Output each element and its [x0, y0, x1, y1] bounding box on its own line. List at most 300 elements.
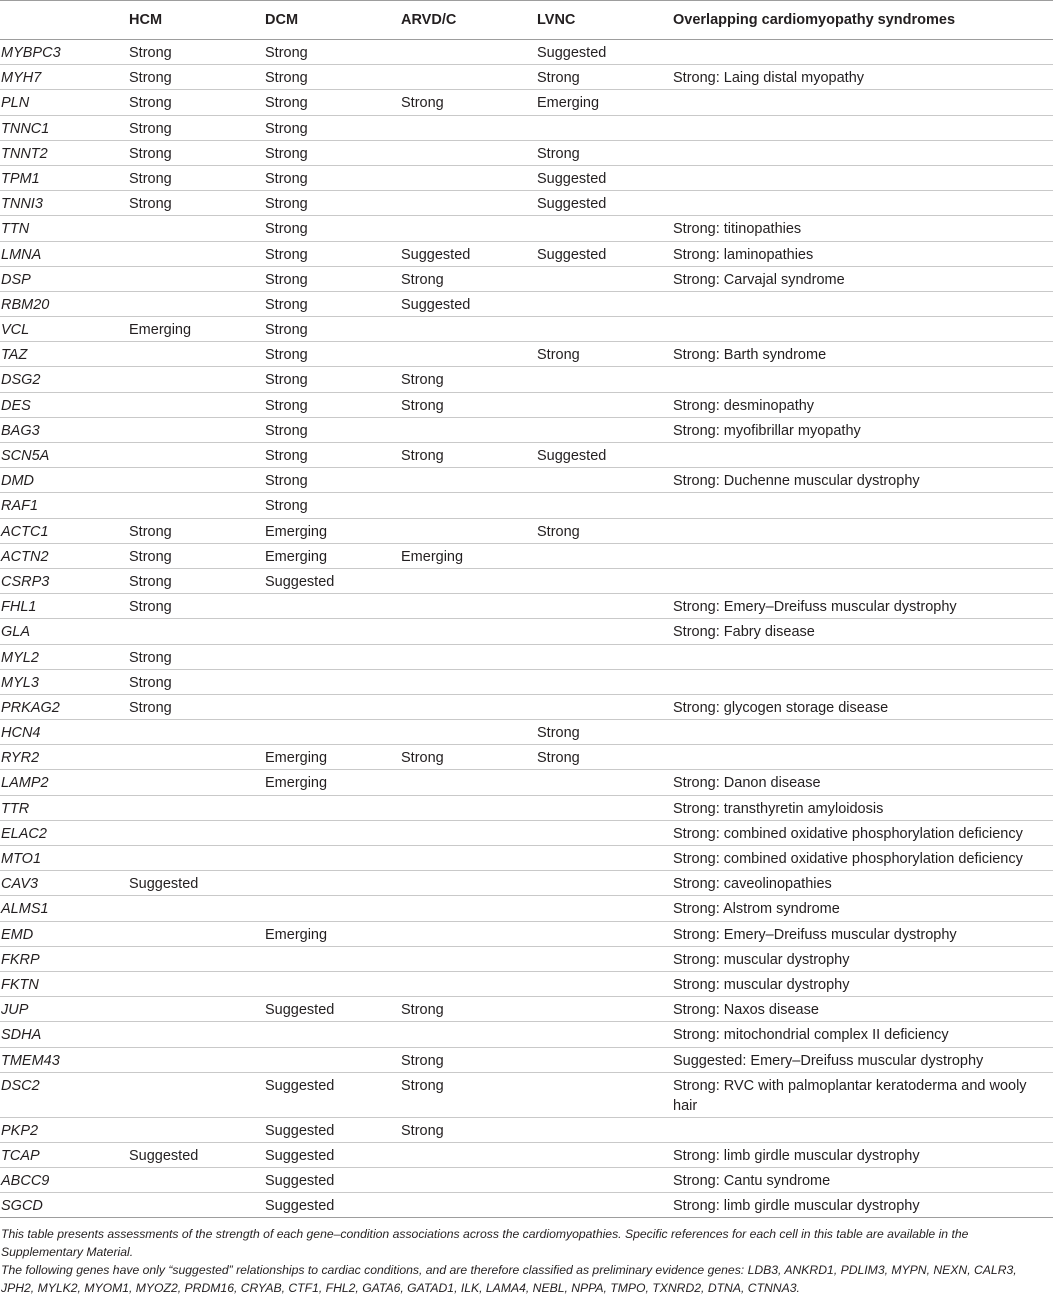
cell-hcm: Strong: [128, 594, 264, 619]
cell-overlapping: Strong: glycogen storage disease: [672, 694, 1053, 719]
cell-overlapping: [672, 493, 1053, 518]
table-row: [0, 165, 1053, 190]
cell-dcm: Suggested: [264, 1193, 400, 1218]
cell-arvdc: [400, 694, 536, 719]
cell-gene: LAMP2: [0, 770, 128, 795]
table-row: [0, 140, 1053, 165]
cell-dcm: Suggested: [264, 1168, 400, 1193]
cell-overlapping: Strong: Duchenne muscular dystrophy: [672, 468, 1053, 493]
cell-overlapping: [672, 745, 1053, 770]
cell-arvdc: [400, 896, 536, 921]
cell-arvdc: Strong: [400, 443, 536, 468]
cell-lvnc: Suggested: [536, 191, 672, 216]
cell-arvdc: [400, 871, 536, 896]
cell-gene: DES: [0, 392, 128, 417]
cell-lvnc: Strong: [536, 720, 672, 745]
cell-hcm: Strong: [128, 65, 264, 90]
cell-lvnc: [536, 543, 672, 568]
cell-arvdc: [400, 971, 536, 996]
cell-hcm: [128, 216, 264, 241]
cell-gene: GLA: [0, 619, 128, 644]
cell-arvdc: [400, 493, 536, 518]
cell-gene: HCN4: [0, 720, 128, 745]
cell-overlapping: Strong: transthyretin amyloidosis: [672, 795, 1053, 820]
cell-dcm: Emerging: [264, 543, 400, 568]
cell-arvdc: Strong: [400, 90, 536, 115]
cell-hcm: [128, 443, 264, 468]
cell-lvnc: [536, 644, 672, 669]
cell-dcm: Strong: [264, 90, 400, 115]
cell-lvnc: [536, 317, 672, 342]
cell-overlapping: [672, 568, 1053, 593]
cell-lvnc: [536, 770, 672, 795]
cell-overlapping: [672, 140, 1053, 165]
cell-dcm: Emerging: [264, 921, 400, 946]
cell-hcm: [128, 1117, 264, 1142]
cell-arvdc: [400, 770, 536, 795]
cell-lvnc: [536, 921, 672, 946]
header-lvnc: LVNC: [536, 1, 672, 40]
cell-lvnc: [536, 946, 672, 971]
cell-arvdc: Strong: [400, 1072, 536, 1117]
cell-dcm: [264, 1047, 400, 1072]
cell-lvnc: [536, 971, 672, 996]
table-row: [0, 846, 1053, 871]
table-row: [0, 191, 1053, 216]
table-row: [0, 543, 1053, 568]
cell-arvdc: [400, 669, 536, 694]
cell-lvnc: [536, 468, 672, 493]
cell-arvdc: [400, 568, 536, 593]
cell-hcm: [128, 1168, 264, 1193]
table-row: [0, 1142, 1053, 1167]
cell-lvnc: Strong: [536, 140, 672, 165]
cell-gene: FKTN: [0, 971, 128, 996]
cell-gene: ABCC9: [0, 1168, 128, 1193]
table-row: [0, 392, 1053, 417]
cell-arvdc: Strong: [400, 1047, 536, 1072]
cell-arvdc: [400, 921, 536, 946]
cell-dcm: Strong: [264, 493, 400, 518]
cell-overlapping: Strong: Alstrom syndrome: [672, 896, 1053, 921]
cell-dcm: Strong: [264, 191, 400, 216]
cell-overlapping: [672, 165, 1053, 190]
cell-dcm: Strong: [264, 165, 400, 190]
cell-hcm: Strong: [128, 568, 264, 593]
cell-dcm: [264, 720, 400, 745]
cell-hcm: [128, 266, 264, 291]
cell-arvdc: [400, 417, 536, 442]
table-notes: [0, 1218, 1053, 1297]
cell-hcm: [128, 493, 264, 518]
table-row: [0, 417, 1053, 442]
table-row: [0, 90, 1053, 115]
cell-hcm: [128, 342, 264, 367]
cell-dcm: Strong: [264, 392, 400, 417]
cell-overlapping: Strong: RVC with palmoplantar keratoderma and wooly hair: [672, 1072, 1053, 1117]
cell-lvnc: [536, 1142, 672, 1167]
cell-hcm: [128, 291, 264, 316]
cell-lvnc: [536, 795, 672, 820]
cell-dcm: Suggested: [264, 997, 400, 1022]
cell-hcm: Strong: [128, 140, 264, 165]
cell-overlapping: [672, 518, 1053, 543]
table-row: [0, 745, 1053, 770]
table-row: [0, 1168, 1053, 1193]
cell-hcm: [128, 241, 264, 266]
cell-gene: TTN: [0, 216, 128, 241]
cell-arvdc: [400, 619, 536, 644]
cell-gene: VCL: [0, 317, 128, 342]
cell-overlapping: Strong: desminopathy: [672, 392, 1053, 417]
cell-lvnc: Emerging: [536, 90, 672, 115]
cell-lvnc: [536, 896, 672, 921]
cell-hcm: [128, 1072, 264, 1117]
cell-gene: FHL1: [0, 594, 128, 619]
table-row: [0, 1047, 1053, 1072]
cell-arvdc: [400, 65, 536, 90]
cell-lvnc: [536, 594, 672, 619]
cell-hcm: [128, 1047, 264, 1072]
cell-lvnc: [536, 1168, 672, 1193]
cell-overlapping: Strong: mitochondrial complex II deficiency: [672, 1022, 1053, 1047]
cell-overlapping: Strong: Emery–Dreifuss muscular dystrophy: [672, 594, 1053, 619]
cell-dcm: Strong: [264, 443, 400, 468]
cell-dcm: Strong: [264, 317, 400, 342]
table-row: [0, 720, 1053, 745]
cell-lvnc: [536, 291, 672, 316]
cell-gene: DMD: [0, 468, 128, 493]
cell-overlapping: [672, 1117, 1053, 1142]
cell-hcm: Suggested: [128, 1142, 264, 1167]
cell-hcm: [128, 619, 264, 644]
cell-lvnc: [536, 266, 672, 291]
cell-overlapping: Strong: limb girdle muscular dystrophy: [672, 1193, 1053, 1218]
cell-hcm: [128, 997, 264, 1022]
cell-gene: SCN5A: [0, 443, 128, 468]
table-note-1: This table presents assessments of the strength of each gene–condition associations across the cardiomyopathies. Specific references for each cell in this table are available in the Supplementary Material.: [1, 1227, 969, 1260]
table-row: [0, 820, 1053, 845]
cell-hcm: [128, 720, 264, 745]
table-note-2: The following genes have only “suggested” relationships to cardiac conditions, and are therefore classified as preliminary evidence genes: LDB3, ANKRD1, PDLIM3, MYPN, NEXN, CALR3, JPH2, MYLK2, MYOM1, MYOZ2, PRDM16, CRYAB, CTF1, FHL2, GATA6, GATAD1, ILK, LAMA4, NEBL, NPPA, TMPO, TXNRD2, DTNA, CTNNA3.: [1, 1263, 1017, 1296]
cell-dcm: Strong: [264, 40, 400, 65]
cell-hcm: Strong: [128, 40, 264, 65]
cell-dcm: Strong: [264, 266, 400, 291]
cell-hcm: [128, 946, 264, 971]
cell-arvdc: [400, 594, 536, 619]
cell-gene: SDHA: [0, 1022, 128, 1047]
cell-lvnc: Strong: [536, 65, 672, 90]
cell-lvnc: [536, 115, 672, 140]
cell-lvnc: [536, 1022, 672, 1047]
cell-dcm: Strong: [264, 140, 400, 165]
header-arvdc: ARVD/C: [400, 1, 536, 40]
cell-gene: TNNC1: [0, 115, 128, 140]
table-row: [0, 619, 1053, 644]
cell-hcm: Strong: [128, 90, 264, 115]
table-row: [0, 40, 1053, 65]
cell-gene: TCAP: [0, 1142, 128, 1167]
cell-dcm: Emerging: [264, 518, 400, 543]
table-row: [0, 568, 1053, 593]
cell-arvdc: [400, 216, 536, 241]
header-dcm: DCM: [264, 1, 400, 40]
cell-hcm: [128, 745, 264, 770]
cell-dcm: Suggested: [264, 1142, 400, 1167]
cell-overlapping: [672, 90, 1053, 115]
table-row: [0, 1022, 1053, 1047]
table-row: [0, 644, 1053, 669]
cell-hcm: [128, 896, 264, 921]
cell-hcm: Strong: [128, 518, 264, 543]
cell-arvdc: Suggested: [400, 291, 536, 316]
header-gene: [0, 1, 128, 40]
cell-overlapping: [672, 291, 1053, 316]
cell-gene: LMNA: [0, 241, 128, 266]
cell-overlapping: Strong: laminopathies: [672, 241, 1053, 266]
cell-dcm: [264, 594, 400, 619]
cell-overlapping: Strong: Laing distal myopathy: [672, 65, 1053, 90]
cell-arvdc: [400, 1168, 536, 1193]
cell-gene: FKRP: [0, 946, 128, 971]
cell-dcm: Suggested: [264, 568, 400, 593]
cell-gene: DSC2: [0, 1072, 128, 1117]
cell-dcm: [264, 644, 400, 669]
cell-dcm: [264, 846, 400, 871]
table-row: [0, 266, 1053, 291]
cell-overlapping: Strong: Carvajal syndrome: [672, 266, 1053, 291]
cell-overlapping: [672, 443, 1053, 468]
cell-overlapping: Strong: combined oxidative phosphorylation deficiency: [672, 846, 1053, 871]
cell-overlapping: Strong: Emery–Dreifuss muscular dystrophy: [672, 921, 1053, 946]
cell-dcm: Strong: [264, 291, 400, 316]
cell-gene: PLN: [0, 90, 128, 115]
cell-dcm: [264, 694, 400, 719]
cell-dcm: Suggested: [264, 1117, 400, 1142]
table-row: [0, 795, 1053, 820]
table-row: [0, 493, 1053, 518]
table-row: [0, 946, 1053, 971]
cell-arvdc: [400, 140, 536, 165]
cell-gene: DSG2: [0, 367, 128, 392]
cell-dcm: [264, 971, 400, 996]
table-row: [0, 115, 1053, 140]
cell-arvdc: [400, 1142, 536, 1167]
cell-dcm: [264, 619, 400, 644]
cell-arvdc: [400, 165, 536, 190]
table-row: [0, 518, 1053, 543]
cell-lvnc: [536, 871, 672, 896]
cell-overlapping: Strong: muscular dystrophy: [672, 971, 1053, 996]
cell-overlapping: Strong: combined oxidative phosphorylation deficiency: [672, 820, 1053, 845]
cell-gene: TNNI3: [0, 191, 128, 216]
cell-overlapping: Strong: muscular dystrophy: [672, 946, 1053, 971]
table-row: [0, 1117, 1053, 1142]
cell-hcm: [128, 846, 264, 871]
cell-lvnc: [536, 1117, 672, 1142]
cell-gene: ACTC1: [0, 518, 128, 543]
cell-hcm: [128, 417, 264, 442]
cell-lvnc: [536, 997, 672, 1022]
cell-lvnc: [536, 619, 672, 644]
cell-dcm: Strong: [264, 367, 400, 392]
cell-overlapping: [672, 317, 1053, 342]
header-hcm: HCM: [128, 1, 264, 40]
cell-gene: MYH7: [0, 65, 128, 90]
cell-lvnc: [536, 1072, 672, 1117]
table-row: [0, 594, 1053, 619]
table-row: [0, 921, 1053, 946]
cell-lvnc: Suggested: [536, 443, 672, 468]
cell-hcm: [128, 921, 264, 946]
cell-dcm: Strong: [264, 65, 400, 90]
cell-overlapping: Strong: Naxos disease: [672, 997, 1053, 1022]
table-row: [0, 871, 1053, 896]
cell-arvdc: [400, 720, 536, 745]
cell-gene: TMEM43: [0, 1047, 128, 1072]
table-row: [0, 342, 1053, 367]
cell-hcm: [128, 392, 264, 417]
cell-dcm: [264, 896, 400, 921]
cell-gene: DSP: [0, 266, 128, 291]
cell-hcm: [128, 971, 264, 996]
cell-lvnc: Strong: [536, 342, 672, 367]
cell-overlapping: Strong: Barth syndrome: [672, 342, 1053, 367]
cell-gene: EMD: [0, 921, 128, 946]
cell-gene: ELAC2: [0, 820, 128, 845]
cell-overlapping: Strong: limb girdle muscular dystrophy: [672, 1142, 1053, 1167]
cell-dcm: Strong: [264, 417, 400, 442]
cell-overlapping: [672, 367, 1053, 392]
table-row: [0, 443, 1053, 468]
cell-lvnc: [536, 846, 672, 871]
cell-dcm: Strong: [264, 241, 400, 266]
table-row: [0, 997, 1053, 1022]
cell-arvdc: [400, 644, 536, 669]
cell-overlapping: [672, 644, 1053, 669]
cell-lvnc: [536, 493, 672, 518]
cell-arvdc: [400, 1193, 536, 1218]
cell-lvnc: Suggested: [536, 241, 672, 266]
table-row: [0, 367, 1053, 392]
table-body: [0, 40, 1053, 1218]
table-row: [0, 1072, 1053, 1117]
cell-gene: ALMS1: [0, 896, 128, 921]
cell-hcm: Strong: [128, 694, 264, 719]
cell-overlapping: [672, 191, 1053, 216]
cell-arvdc: Strong: [400, 997, 536, 1022]
cell-lvnc: Suggested: [536, 165, 672, 190]
table-row: [0, 291, 1053, 316]
cell-gene: CAV3: [0, 871, 128, 896]
cell-arvdc: [400, 846, 536, 871]
cell-lvnc: Strong: [536, 745, 672, 770]
cell-hcm: [128, 1193, 264, 1218]
header-overlapping: Overlapping cardiomyopathy syndromes: [672, 1, 1053, 40]
cell-gene: TNNT2: [0, 140, 128, 165]
table-row: [0, 971, 1053, 996]
cell-gene: RYR2: [0, 745, 128, 770]
cell-hcm: Emerging: [128, 317, 264, 342]
cell-lvnc: [536, 417, 672, 442]
cell-overlapping: Strong: titinopathies: [672, 216, 1053, 241]
cell-arvdc: [400, 342, 536, 367]
table-row: [0, 468, 1053, 493]
cell-overlapping: [672, 115, 1053, 140]
cell-gene: PKP2: [0, 1117, 128, 1142]
cell-hcm: [128, 795, 264, 820]
cell-dcm: [264, 946, 400, 971]
cell-hcm: [128, 770, 264, 795]
cell-dcm: [264, 669, 400, 694]
header-row: [0, 1, 1053, 40]
cell-hcm: Strong: [128, 644, 264, 669]
cell-lvnc: [536, 1193, 672, 1218]
cell-dcm: [264, 1022, 400, 1047]
cell-arvdc: [400, 115, 536, 140]
cell-dcm: Strong: [264, 342, 400, 367]
cell-gene: TAZ: [0, 342, 128, 367]
cell-dcm: Strong: [264, 115, 400, 140]
cell-overlapping: [672, 720, 1053, 745]
cell-hcm: [128, 367, 264, 392]
cell-gene: MYL2: [0, 644, 128, 669]
cell-arvdc: [400, 795, 536, 820]
cell-dcm: [264, 795, 400, 820]
table-row: [0, 317, 1053, 342]
cell-arvdc: Suggested: [400, 241, 536, 266]
cell-gene: BAG3: [0, 417, 128, 442]
cell-arvdc: Strong: [400, 266, 536, 291]
cell-arvdc: [400, 191, 536, 216]
cell-arvdc: [400, 40, 536, 65]
cell-lvnc: [536, 669, 672, 694]
cell-arvdc: [400, 468, 536, 493]
cell-hcm: Suggested: [128, 871, 264, 896]
cell-overlapping: Strong: caveolinopathies: [672, 871, 1053, 896]
cell-dcm: Strong: [264, 216, 400, 241]
cell-dcm: [264, 820, 400, 845]
cell-lvnc: [536, 694, 672, 719]
cell-dcm: Suggested: [264, 1072, 400, 1117]
cell-lvnc: [536, 392, 672, 417]
table-row: [0, 694, 1053, 719]
cell-arvdc: Emerging: [400, 543, 536, 568]
cell-gene: CSRP3: [0, 568, 128, 593]
cell-gene: RBM20: [0, 291, 128, 316]
cell-gene: RAF1: [0, 493, 128, 518]
table-row: [0, 896, 1053, 921]
cell-lvnc: [536, 367, 672, 392]
cell-dcm: Emerging: [264, 745, 400, 770]
cell-arvdc: [400, 518, 536, 543]
cell-hcm: Strong: [128, 115, 264, 140]
cell-arvdc: [400, 946, 536, 971]
table-row: [0, 65, 1053, 90]
table-row: [0, 216, 1053, 241]
cell-lvnc: Strong: [536, 518, 672, 543]
table-row: [0, 1193, 1053, 1218]
cell-overlapping: [672, 669, 1053, 694]
cell-gene: MYBPC3: [0, 40, 128, 65]
cell-arvdc: Strong: [400, 367, 536, 392]
cell-arvdc: [400, 317, 536, 342]
cell-gene: MTO1: [0, 846, 128, 871]
cell-gene: JUP: [0, 997, 128, 1022]
table-row: [0, 669, 1053, 694]
cell-overlapping: Suggested: Emery–Dreifuss muscular dystrophy: [672, 1047, 1053, 1072]
cell-dcm: Emerging: [264, 770, 400, 795]
